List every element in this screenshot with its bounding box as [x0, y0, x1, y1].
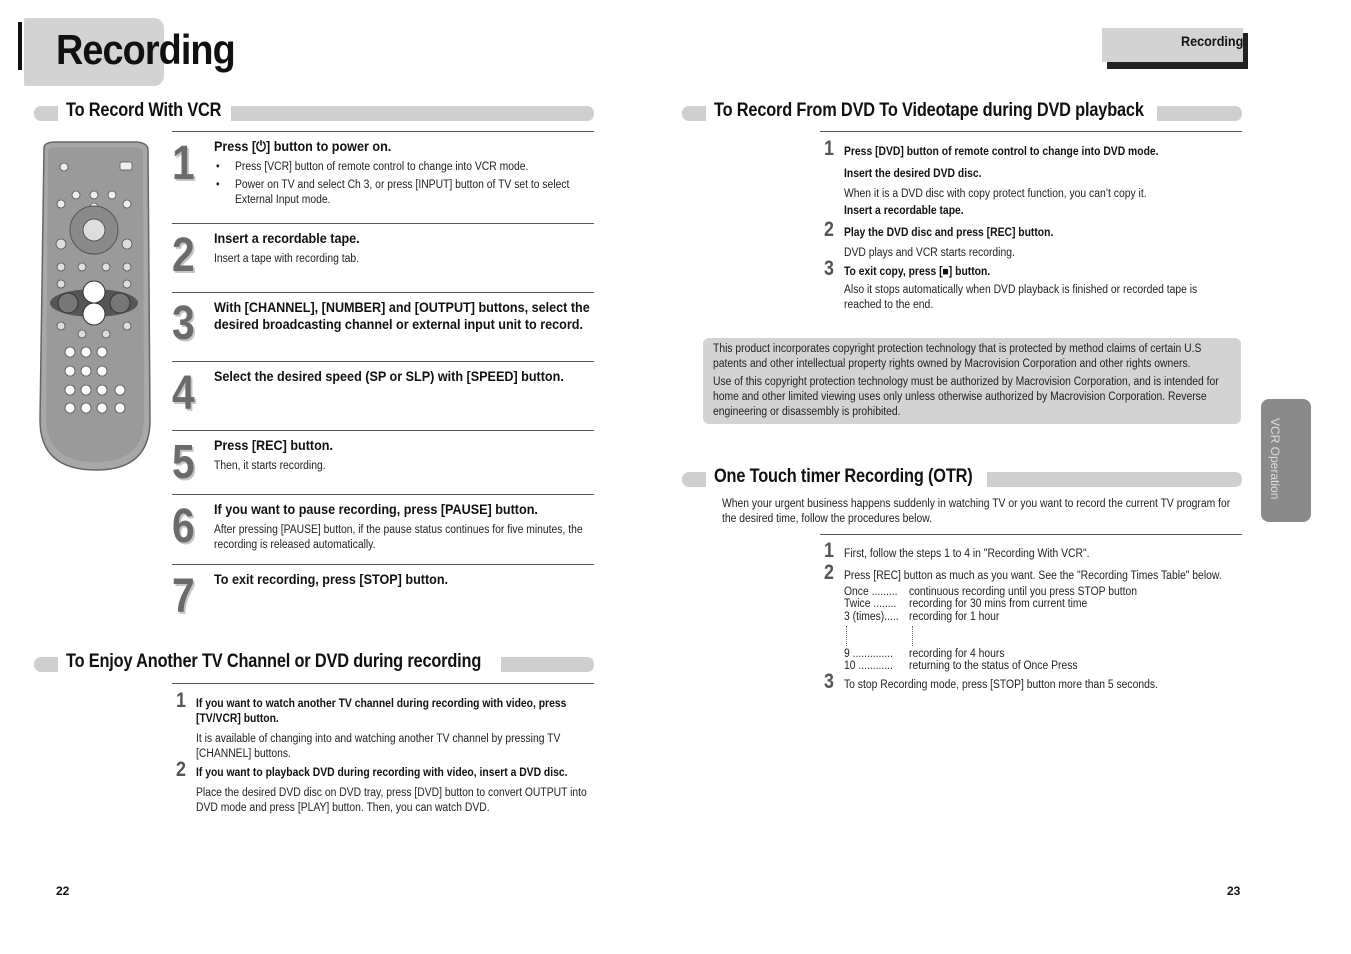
sub-step-title: Play the DVD disc and press [REC] button. [844, 227, 1054, 239]
section-title: To Record From DVD To Videotape during DVD playback [714, 100, 1144, 121]
otr-intro: When your urgent business happens suddenly in watching TV or you want to record the current TV program for the desired time, follow the procedures below. [722, 498, 1231, 525]
section-title: One Touch timer Recording (OTR) [714, 466, 973, 487]
page-number-left: 22 [56, 884, 70, 898]
times-key: 9 .............. [844, 648, 893, 660]
bullet-dot: • [216, 179, 220, 191]
sub-step-title: If you want to watch another TV channel during recording with video, press [TV/VCR] button. [196, 698, 567, 725]
step-number: 3 [172, 297, 195, 350]
sub-step-number: 1 [824, 539, 834, 562]
section-title: To Enjoy Another TV Channel or DVD during recording [66, 651, 482, 672]
step-number: 4 [172, 367, 195, 420]
section-enjoy-another-channel [34, 651, 594, 675]
section-record-from-dvd [682, 100, 1242, 124]
section-record-with-vcr [34, 100, 594, 124]
divider [820, 534, 1242, 535]
step-number: 1 [172, 137, 195, 190]
sub-step-note: When it is a DVD disc with copy protect function, you can’t copy it. [844, 188, 1147, 200]
times-value: recording for 1 hour [909, 611, 1000, 623]
sub-step-number: 1 [176, 689, 186, 712]
step-number: 7 [172, 570, 195, 623]
step-body: Then, it starts recording. [214, 460, 326, 472]
divider [172, 564, 594, 565]
sub-step-number: 3 [824, 670, 834, 693]
sub-step-title: To exit copy, press [■] button. [844, 266, 991, 278]
step-title: If you want to pause recording, press [PAUSE] button. [214, 501, 538, 517]
title-left-bar [18, 22, 22, 70]
ellipsis-dots [846, 626, 847, 646]
step-bullet: Press [VCR] button of remote control to change into VCR mode. [235, 161, 529, 173]
sub-step-body: Place the desired DVD disc on DVD tray, press [DVD] button to convert OUTPUT into DVD mode and press [PLAY] button. Then, you can watch DVD. [196, 787, 587, 814]
sub-step-title: Press [DVD] button of remote control to change into DVD mode. [844, 146, 1159, 158]
sub-step-number: 2 [824, 561, 834, 584]
sub-step-number: 3 [824, 257, 834, 280]
times-value: recording for 30 mins from current time [909, 598, 1088, 610]
bullet-dot: • [216, 161, 220, 173]
divider [172, 430, 594, 431]
step-title: With [CHANNEL], [NUMBER] and [OUTPUT] buttons, select the desired broadcasting channel or external input unit to record. [214, 299, 590, 332]
step-title: Insert a recordable tape. [214, 230, 360, 246]
times-key: Once ......... [844, 586, 898, 598]
sub-step-number: 2 [824, 218, 834, 241]
section-otr [682, 466, 1242, 490]
copyright-notice-p2: Use of this copyright protection technology must be authorized by Macrovision Corporation, and is intended for home and other limited viewing uses only unless otherwise authorized by Macrovision Corporation. Reverse engineering or disassembly is prohibited. [713, 376, 1219, 418]
times-value: recording for 4 hours [909, 648, 1005, 660]
step-body: After pressing [PAUSE] button, if the pause status continues for five minutes, the recording is released automatically. [214, 524, 583, 551]
remote-control-image [36, 140, 154, 474]
times-key: Twice ........ [844, 598, 897, 610]
sub-step-text: Insert the desired DVD disc. [844, 168, 982, 180]
page-title: Recording [56, 26, 235, 73]
divider [820, 131, 1242, 132]
step-body: Insert a tape with recording tab. [214, 253, 359, 265]
sub-step-body: Also it stops automatically when DVD playback is finished or recorded tape is reached to the end. [844, 284, 1198, 311]
side-tab-label: VCR Operation [1268, 418, 1282, 500]
divider [172, 361, 594, 362]
step-title: Select the desired speed (SP or SLP) with [SPEED] button. [214, 368, 564, 384]
step-bullet: Power on TV and select Ch 3, or press [INPUT] button of TV set to select External Input mode. [235, 179, 570, 206]
step-title: Press [REC] button. [214, 437, 334, 453]
times-value: returning to the status of Once Press [909, 660, 1078, 672]
otr-step: Press [REC] button as much as you want. See the "Recording Times Table" below. [844, 570, 1222, 582]
times-key: 10 ............ [844, 660, 893, 672]
sub-step-number: 2 [176, 758, 186, 781]
times-value: continuous recording until you press STOP button [909, 586, 1138, 598]
divider [172, 683, 594, 684]
step-title: Press [⏻] button to power on. [214, 138, 392, 154]
header-tab-label: Recording [1181, 33, 1244, 49]
sub-step-title: If you want to playback DVD during recording with video, insert a DVD disc. [196, 767, 568, 779]
divider [172, 494, 594, 495]
page-number-right: 23 [1227, 884, 1241, 898]
sub-step-text: Insert a recordable tape. [844, 205, 964, 217]
step-title: To exit recording, press [STOP] button. [214, 571, 449, 587]
step-number: 2 [172, 229, 195, 282]
divider [172, 131, 594, 132]
sub-step-number: 1 [824, 137, 834, 160]
otr-step: First, follow the steps 1 to 4 in "Recording With VCR". [844, 548, 1090, 560]
otr-step: To stop Recording mode, press [STOP] button more than 5 seconds. [844, 679, 1158, 691]
divider [172, 223, 594, 224]
ellipsis-dots [912, 626, 913, 646]
divider [172, 292, 594, 293]
step-number: 5 [172, 436, 195, 489]
times-key: 3 (times)..... [844, 611, 899, 623]
step-number: 6 [172, 500, 195, 553]
section-title: To Record With VCR [66, 100, 222, 121]
sub-step-body: It is available of changing into and watching another TV channel by pressing TV [CHANNEL] buttons. [196, 733, 561, 760]
sub-step-body: DVD plays and VCR starts recording. [844, 247, 1015, 259]
copyright-notice-p1: This product incorporates copyright protection technology that is protected by method claims of certain U.S patents and other intellectual property rights owned by Macrovision Corporation and other rights owners. [713, 343, 1202, 370]
